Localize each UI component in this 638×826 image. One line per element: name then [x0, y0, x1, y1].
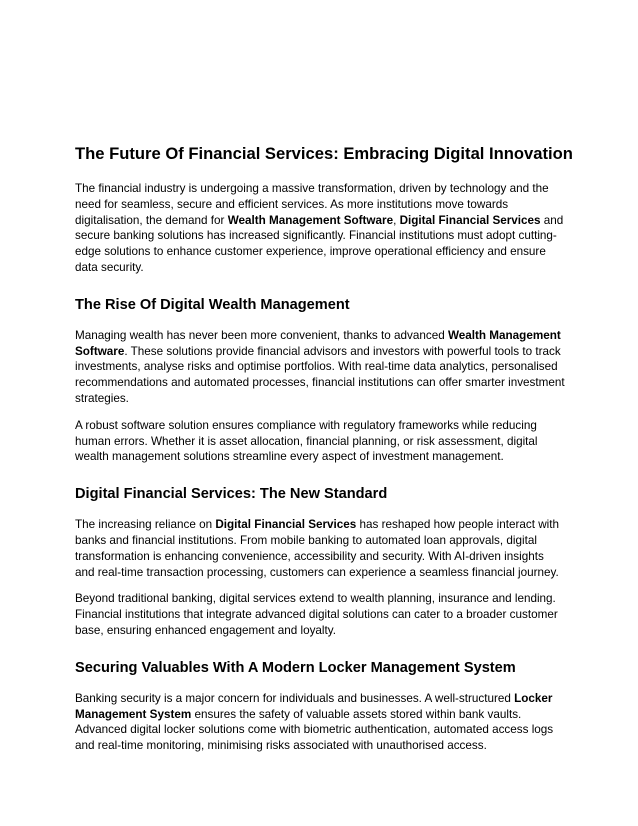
section2-p1-text-1: The increasing reliance on	[75, 518, 216, 532]
section2-p1-bold-digital-financial-services: Digital Financial Services	[215, 518, 357, 532]
intro-paragraph	[75, 181, 565, 276]
section3-p1-text-2: ensures the safety of valuable assets stored within bank vaults. Advanced digital locker solutions come with biometric authentication, automated access logs and real-time monitoring, minimising risks associated with unauthorised access.	[75, 707, 554, 753]
section1-paragraph-2: A robust software solution ensures compliance with regulatory frameworks while reducing human errors. Whether it is asset allocation, financial planning, or risk assessment, digital wealth management solutions streamline every aspect of investment management.	[75, 418, 538, 464]
section3-heading: Securing Valuables With A Modern Locker Management System	[75, 659, 516, 676]
intro-bold-digital-financial-services: Digital Financial Services	[399, 213, 541, 227]
intro-bold-wealth-management-software: Wealth Management Software	[227, 213, 394, 227]
section1-heading: The Rise Of Digital Wealth Management	[75, 296, 350, 313]
section2-paragraph-2: Beyond traditional banking, digital services extend to wealth planning, insurance and lending. Financial institutions that integrate advanced digital solutions can cater to a broader customer base, ensuring enhanced engagement and loyalty.	[75, 592, 558, 637]
document-title: The Future Of Financial Services: Embracing Digital Innovation	[75, 144, 573, 163]
intro-text-3: and secure banking solutions has increased significantly. Financial institutions must adopt cutting-edge solutions to enhance customer experience, improve operational efficiency and ensure data security.	[75, 213, 564, 274]
section2-paragraph-1	[75, 517, 565, 580]
section2-p1-text-2: has reshaped how people interact with banks and financial institutions. From mobile banking to automated loan approvals, digital transformation is enhancing convenience, accessibility and security. With AI-driven insights and real-time transaction processing, customers can experience a seamless financial journey.	[75, 518, 560, 579]
intro-text-2: ,	[393, 213, 400, 227]
section1-p1-bold-wealth-management-software: Wealth Management Software	[75, 328, 561, 358]
document-page	[75, 143, 573, 765]
section3-paragraph-1	[75, 691, 565, 754]
section1-p1-text-2: . These solutions provide financial advisors and investors with powerful tools to track investments, analyse risks and optimise portfolios. With real-time data analytics, personalised recommendations and automated processes, financial institutions can offer smarter investment strategies.	[75, 344, 565, 405]
section3-p1-text-1: Banking security is a major concern for individuals and businesses. A well-structured	[75, 691, 515, 705]
section3-p1-bold-locker-management-system: Locker Management System	[75, 691, 553, 721]
intro-text-1: The financial industry is undergoing a massive transformation, driven by technology and the need for seamless, secure and efficient services. As more institutions move towards digitalisation, the demand for	[75, 182, 549, 227]
section1-paragraph-1	[75, 328, 565, 407]
section2-heading: Digital Financial Services: The New Standard	[75, 486, 388, 503]
section1-p1-text-1: Managing wealth has never been more convenient, thanks to advanced	[75, 328, 448, 342]
